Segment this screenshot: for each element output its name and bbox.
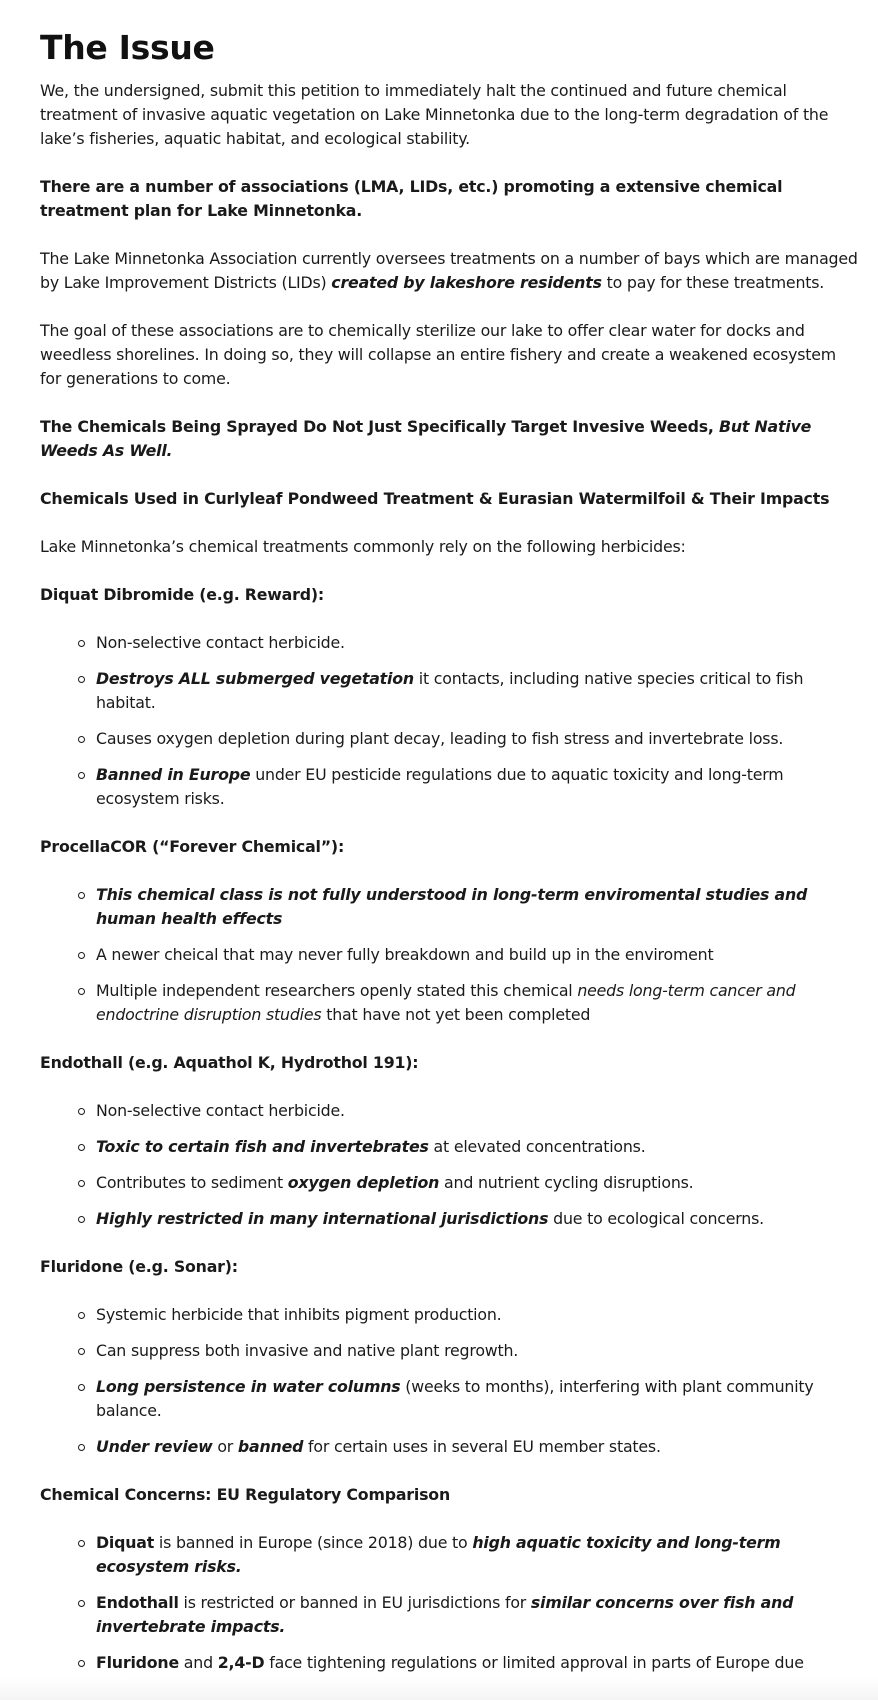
diquat-item-2-text: it contacts, including native species critical to fish habitat. (96, 669, 804, 712)
eu-heading: Chemical Concerns: EU Regulatory Comparison (40, 1485, 450, 1504)
diquat-item-3: Causes oxygen depletion during plant decay, leading to fish stress and invertebrate loss. (40, 727, 816, 751)
eu-item-2-text: is restricted or banned in EU jurisdictions for (178, 1593, 531, 1612)
target-heading-emphasis: But Native Weeds As Well. (40, 417, 812, 460)
fluridone-item-4-text-1: or (212, 1437, 238, 1456)
lma-text-2: to pay for these treatments. (601, 273, 825, 292)
endothall-item-2-text: at elevated concentrations. (428, 1137, 646, 1156)
endothall-item-4-text: due to ecological concerns. (548, 1209, 764, 1228)
procella-item-3-text-2: that have not yet been completed (321, 1005, 591, 1024)
goal-paragraph: The goal of these associations are to chemically sterilize our lake to offer clear water for docks and weedless shorelines. In doing so, they will collapse an entire fishery and create a weakened ecosystem for generations to come. (40, 321, 836, 388)
endothall-item-1: Non-selective contact herbicide. (40, 1099, 816, 1123)
eu-item-2-name: Endothall (96, 1593, 179, 1612)
diquat-heading: Diquat Dibromide (e.g. Reward): (40, 585, 324, 604)
procella-item-1-emphasis: This chemical class is not fully understood in long-term enviromental studies and human health effects (96, 885, 808, 928)
eu-item-3-and: and (178, 1653, 218, 1672)
petition-document (40, 0, 860, 1699)
diquat-item-1: Non-selective contact herbicide. (40, 631, 816, 655)
eu-item-1-text: is banned in Europe (since 2018) due to (154, 1533, 473, 1552)
eu-item-3-text: face tightening regulations or limited approval in parts of Europe due (269, 1653, 804, 1672)
herbicides-intro: Lake Minnetonka’s chemical treatments commonly rely on the following herbicides: (40, 537, 686, 556)
procella-heading: ProcellaCOR (“Forever Chemical”): (40, 837, 345, 856)
endothall-item-2-emphasis: Toxic to certain fish and invertebrates (96, 1137, 429, 1156)
fluridone-list (40, 1303, 860, 1459)
page-title: The Issue (40, 28, 215, 67)
fluridone-item-4-emphasis-2: banned (237, 1437, 304, 1456)
endothall-item-3-text-1: Contributes to sediment (96, 1173, 288, 1192)
procella-item-3-text-1: Multiple independent researchers openly stated this chemical (96, 981, 578, 1000)
eu-item-2 (40, 1591, 816, 1639)
eu-item-1-name: Diquat (96, 1533, 155, 1552)
diquat-item-4-emphasis: Banned in Europe (96, 765, 251, 784)
endothall-item-4-emphasis: Highly restricted in many international jurisdictions (96, 1209, 549, 1228)
target-heading (40, 415, 860, 463)
eu-item-3-name-2: 2,4-D (217, 1653, 265, 1672)
diquat-item-2 (40, 667, 816, 715)
diquat-item-2-emphasis: Destroys ALL submerged vegetation (96, 669, 414, 688)
fluridone-item-1: Systemic herbicide that inhibits pigment production. (40, 1303, 816, 1327)
procella-item-3 (40, 979, 816, 1027)
endothall-item-3-text-2: and nutrient cycling disruptions. (439, 1173, 694, 1192)
endothall-item-2 (40, 1135, 816, 1159)
endothall-heading: Endothall (e.g. Aquathol K, Hydrothol 191): (40, 1053, 419, 1072)
diquat-item-4-text: under EU pesticide regulations due to aquatic toxicity and long-term ecosystem risks. (96, 765, 784, 808)
fluridone-item-3-text: (weeks to months), interfering with plant community balance. (96, 1377, 814, 1420)
eu-list (40, 1531, 860, 1699)
endothall-item-3-emphasis: oxygen depletion (287, 1173, 440, 1192)
fluridone-item-2: Can suppress both invasive and native plant regrowth. (40, 1339, 816, 1363)
procella-item-3-emphasis: needs long-term cancer and endoctrine disruption studies (96, 981, 796, 1024)
diquat-list (40, 631, 860, 811)
procella-list (40, 883, 860, 1027)
fluridone-item-3 (40, 1375, 816, 1423)
endothall-item-4 (40, 1207, 816, 1231)
fluridone-heading: Fluridone (e.g. Sonar): (40, 1257, 238, 1276)
target-heading-text: The Chemicals Being Sprayed Do Not Just Specifically Target Invesive Weeds, (40, 417, 719, 436)
chemicals-heading: Chemicals Used in Curlyleaf Pondweed Treatment & Eurasian Watermilfoil & Their Impacts (40, 489, 830, 508)
fluridone-item-3-emphasis: Long persistence in water columns (96, 1377, 401, 1396)
eu-item-1 (40, 1531, 816, 1579)
procella-item-1 (40, 883, 816, 931)
intro-paragraph: We, the undersigned, submit this petition to immediately halt the continued and future chemical treatment of invasive aquatic vegetation on Lake Minnetonka due to the long-term degradation of the lake’s fisheries, aquatic habitat, and ecological stability. (40, 81, 829, 148)
bottom-fade (0, 1678, 878, 1700)
eu-item-2-emphasis: similar concerns over fish and invertebrate impacts. (96, 1593, 794, 1636)
lma-paragraph (40, 247, 860, 295)
procella-item-2: A newer cheical that may never fully breakdown and build up in the enviroment (40, 943, 816, 967)
fluridone-item-4-text-2: for certain uses in several EU member states. (303, 1437, 661, 1456)
endothall-list (40, 1099, 860, 1231)
eu-item-1-emphasis: high aquatic toxicity and long-term ecosystem risks. (96, 1533, 781, 1576)
diquat-item-4 (40, 763, 816, 811)
endothall-item-3 (40, 1171, 816, 1195)
lma-text-1: The Lake Minnetonka Association currently oversees treatments on a number of bays which are managed by Lake Improvement Districts (LIDs) (40, 249, 858, 292)
eu-item-3-name-1: Fluridone (96, 1653, 179, 1672)
fluridone-item-4 (40, 1435, 816, 1459)
fluridone-item-4-emphasis-1: Under review (96, 1437, 213, 1456)
lma-emphasis: created by lakeshore residents (331, 273, 602, 292)
associations-heading: There are a number of associations (LMA, LIDs, etc.) promoting a extensive chemical treatment plan for Lake Minnetonka. (40, 177, 783, 220)
